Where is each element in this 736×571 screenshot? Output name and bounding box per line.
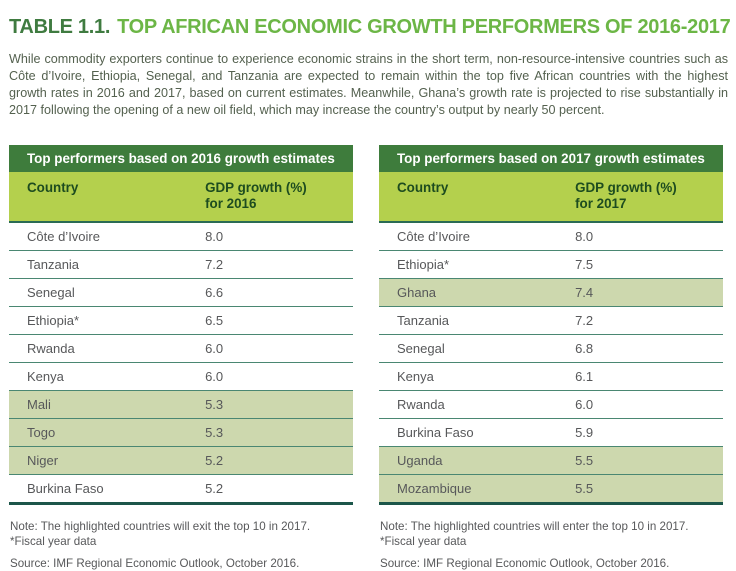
table-row bbox=[9, 475, 353, 502]
gdp-value-cell: 5.3 bbox=[205, 425, 224, 440]
column-header-gdp-line2: for 2017 bbox=[575, 196, 627, 212]
table-2017 bbox=[379, 145, 723, 506]
table-row bbox=[9, 363, 353, 391]
country-cell: Niger bbox=[27, 453, 59, 468]
table-row bbox=[9, 447, 353, 475]
country-cell: Burkina Faso bbox=[397, 425, 474, 440]
country-cell: Tanzania bbox=[27, 257, 80, 272]
column-header-country: Country bbox=[397, 179, 449, 195]
column-header-gdp-line2: for 2016 bbox=[205, 196, 257, 212]
table-number-label: TABLE 1.1. bbox=[9, 16, 111, 38]
note-line: Note: The highlighted countries will enter the top 10 in 2017. bbox=[380, 520, 689, 533]
fiscal-note-line: *Fiscal year data bbox=[380, 535, 467, 549]
country-cell: Mali bbox=[27, 397, 51, 412]
gdp-value-cell: 7.2 bbox=[205, 257, 224, 272]
table-2017-column bbox=[379, 145, 723, 571]
gdp-value-cell: 7.2 bbox=[575, 313, 594, 328]
country-cell: Ethiopia* bbox=[397, 257, 450, 272]
gdp-value-cell: 6.1 bbox=[575, 369, 594, 384]
country-cell: Ghana bbox=[397, 285, 437, 300]
table-row bbox=[9, 279, 353, 307]
country-cell: Côte d’Ivoire bbox=[27, 229, 100, 244]
table-row bbox=[379, 251, 723, 279]
table-2016-notes bbox=[9, 519, 353, 571]
country-cell: Burkina Faso bbox=[27, 481, 104, 496]
gdp-value-cell: 6.5 bbox=[205, 313, 224, 328]
source-line: Source: IMF Regional Economic Outlook, October 2016. bbox=[10, 556, 300, 570]
table-row bbox=[379, 307, 723, 335]
table-2016-column bbox=[9, 145, 353, 571]
note-line: Note: The highlighted countries will exit the top 10 in 2017. bbox=[10, 520, 311, 533]
table-row bbox=[379, 419, 723, 447]
country-cell: Côte d’Ivoire bbox=[397, 229, 470, 244]
table-row bbox=[379, 279, 723, 307]
gdp-value-cell: 8.0 bbox=[205, 229, 224, 244]
table-row bbox=[379, 223, 723, 251]
table-title-text: TOP AFRICAN ECONOMIC GROWTH PERFORMERS OF 2016-2017 bbox=[117, 16, 731, 38]
column-header-gdp-line1: GDP growth (%) bbox=[575, 179, 677, 195]
fiscal-note-line: *Fiscal year data bbox=[10, 535, 97, 549]
column-header-gdp-line1: GDP growth (%) bbox=[205, 179, 307, 195]
country-cell: Ethiopia* bbox=[27, 313, 80, 328]
country-cell: Senegal bbox=[27, 285, 75, 300]
country-cell: Tanzania bbox=[397, 313, 450, 328]
table-title bbox=[9, 16, 731, 39]
table-2016 bbox=[9, 145, 353, 506]
gdp-value-cell: 8.0 bbox=[575, 229, 594, 244]
country-cell: Mozambique bbox=[397, 481, 472, 496]
tables-container bbox=[9, 145, 728, 571]
table-row bbox=[379, 335, 723, 363]
gdp-value-cell: 5.2 bbox=[205, 481, 224, 496]
country-cell: Rwanda bbox=[397, 397, 445, 412]
table-row bbox=[9, 223, 353, 251]
gdp-value-cell: 6.0 bbox=[205, 369, 224, 384]
intro-paragraph: While commodity exporters continue to experience economic strains in the short term, non-resource-intensive countries such as Côte d’Ivoire, Ethiopia, Senegal, and Tanzania are expected to remain within the top five African countries with the highest growth rates in 2016 and 2017, based on current estimates. Meanwhile, Ghana’s growth rate is projected to rise substantially in 2017 following the opening of a new oil field, which may increase the country’s output by nearly 50 percent. bbox=[9, 52, 728, 118]
gdp-value-cell: 6.0 bbox=[205, 341, 224, 356]
country-cell: Kenya bbox=[27, 369, 64, 384]
table-row bbox=[379, 475, 723, 502]
table-2016-rows bbox=[9, 223, 353, 502]
gdp-value-cell: 5.3 bbox=[205, 397, 224, 412]
column-header-country: Country bbox=[27, 179, 79, 195]
gdp-value-cell: 6.6 bbox=[205, 285, 224, 300]
column-header-gdp-growth bbox=[575, 172, 723, 222]
country-cell: Rwanda bbox=[27, 341, 75, 356]
gdp-value-cell: 7.5 bbox=[575, 257, 594, 272]
table-2017-column-headers bbox=[379, 172, 723, 224]
table-row bbox=[9, 251, 353, 279]
table-2016-column-headers bbox=[9, 172, 353, 224]
gdp-value-cell: 6.8 bbox=[575, 341, 594, 356]
column-header-gdp-growth bbox=[205, 172, 353, 222]
country-cell: Uganda bbox=[397, 453, 443, 468]
table-row bbox=[9, 335, 353, 363]
country-cell: Senegal bbox=[397, 341, 445, 356]
gdp-value-cell: 5.9 bbox=[575, 425, 594, 440]
gdp-value-cell: 5.2 bbox=[205, 453, 224, 468]
table-row bbox=[379, 391, 723, 419]
table-2017-header: Top performers based on 2017 growth estimates bbox=[379, 145, 723, 172]
country-cell: Kenya bbox=[397, 369, 434, 384]
table-row bbox=[9, 391, 353, 419]
table-2016-header: Top performers based on 2016 growth estimates bbox=[9, 145, 353, 172]
gdp-value-cell: 6.0 bbox=[575, 397, 594, 412]
table-row bbox=[379, 447, 723, 475]
gdp-value-cell: 5.5 bbox=[575, 453, 594, 468]
gdp-value-cell: 5.5 bbox=[575, 481, 594, 496]
source-line: Source: IMF Regional Economic Outlook, October 2016. bbox=[380, 556, 670, 570]
table-2017-notes bbox=[379, 519, 723, 571]
country-cell: Togo bbox=[27, 425, 56, 440]
table-row bbox=[9, 307, 353, 335]
gdp-value-cell: 7.4 bbox=[575, 285, 594, 300]
table-row bbox=[379, 363, 723, 391]
table-row bbox=[9, 419, 353, 447]
table-2017-rows bbox=[379, 223, 723, 502]
